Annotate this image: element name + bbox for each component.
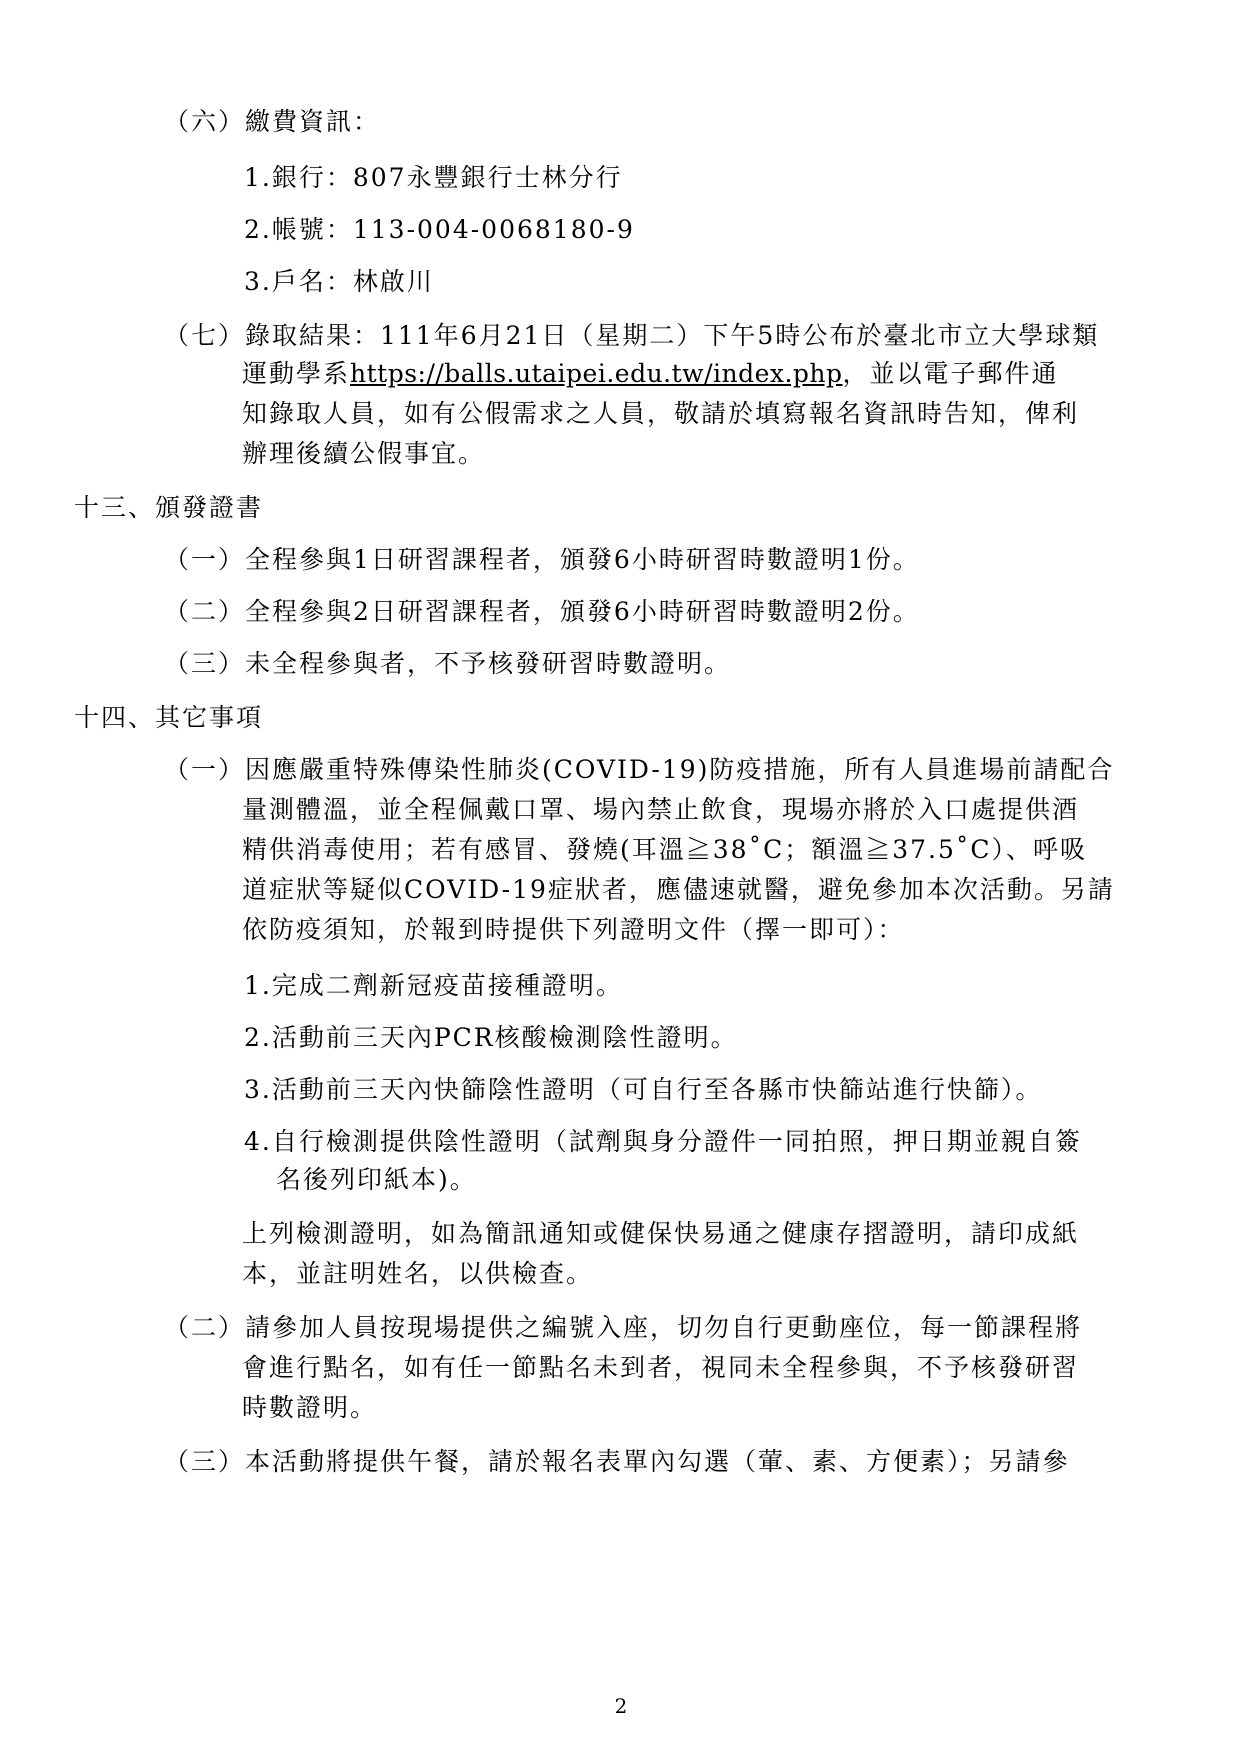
covid-measures-line-4: 道症狀等疑似COVID-19症狀者，應儘速就醫，避免參加本次活動。另請	[242, 875, 1115, 904]
payment-info-heading: （六）繳費資訊：	[164, 107, 381, 136]
admission-result-line-3: 知錄取人員，如有公假需求之人員，敬請於填寫報名資訊時告知，俾利	[242, 399, 1080, 428]
department-website-link[interactable]: https://balls.utaipei.edu.tw/index.php	[350, 359, 843, 388]
seating-rule-line-1: （二）請參加人員按現場提供之編號入座，切勿自行更動座位，每一節課程將	[164, 1313, 1083, 1342]
seating-rule-line-2: 會進行點名，如有任一節點名未到者，視同未全程參與，不予核發研習	[242, 1353, 1080, 1382]
admission-result-text-post: ，並以電子郵件通	[842, 359, 1059, 388]
admission-result-line-2	[242, 356, 1059, 392]
lunch-note-line-1: （三）本活動將提供午餐，請於報名表單內勾選（葷、素、方便素）；另請參	[164, 1447, 1070, 1476]
certificate-item-1: （一）全程參與1日研習課程者，頒發6小時研習時數證明1份。	[164, 545, 920, 574]
section-14-heading: 十四、其它事項	[74, 703, 264, 732]
covid-measures-line-3: 精供消毒使用；若有感冒、發燒(耳溫≧38˚C；額溫≧37.5˚C）、呼吸	[242, 835, 1087, 864]
admission-result-text: 運動學系	[242, 359, 351, 388]
covid-measures-line-5: 依防疫須知，於報到時提供下列證明文件（擇一即可）：	[242, 915, 905, 944]
section-13-heading: 十三、頒發證書	[74, 493, 264, 522]
certificate-item-2: （二）全程參與2日研習課程者，頒發6小時研習時數證明2份。	[164, 597, 920, 626]
admission-result-line-4: 辦理後續公假事宜。	[242, 439, 486, 468]
proof-option-2: 2.活動前三天內PCR核酸檢測陰性證明。	[244, 1023, 738, 1052]
certificate-item-3: （三）未全程參與者，不予核發研習時數證明。	[164, 649, 732, 678]
proof-note-line-1: 上列檢測證明，如為簡訊通知或健保快易通之健康存摺證明，請印成紙	[242, 1219, 1080, 1248]
page-number: 2	[614, 1694, 628, 1718]
admission-result-line-1: （七）錄取結果：111年6月21日（星期二）下午5時公布於臺北市立大學球類	[164, 321, 1100, 350]
proof-option-3: 3.活動前三天內快篩陰性證明（可自行至各縣市快篩站進行快篩）。	[244, 1075, 1043, 1104]
seating-rule-line-3: 時數證明。	[242, 1393, 378, 1422]
proof-note-line-2: 本，並註明姓名，以供檢查。	[242, 1259, 594, 1288]
payment-bank: 1.銀行：807永豐銀行士林分行	[244, 163, 623, 192]
covid-measures-line-1: （一）因應嚴重特殊傳染性肺炎(COVID-19)防疫措施，所有人員進場前請配合	[164, 755, 1115, 784]
payment-account-name: 3.戶名：林啟川	[244, 267, 434, 296]
proof-option-1: 1.完成二劑新冠疫苗接種證明。	[244, 971, 623, 1000]
proof-option-4-line-2: 名後列印紙本)。	[276, 1165, 477, 1194]
covid-measures-line-2: 量測體溫，並全程佩戴口罩、場內禁止飲食，現場亦將於入口處提供酒	[242, 795, 1080, 824]
proof-option-4-line-1: 4.自行檢測提供陰性證明（試劑與身分證件一同拍照，押日期並親自簽	[244, 1127, 1082, 1156]
payment-account: 2.帳號：113-004-0068180-9	[244, 215, 635, 244]
